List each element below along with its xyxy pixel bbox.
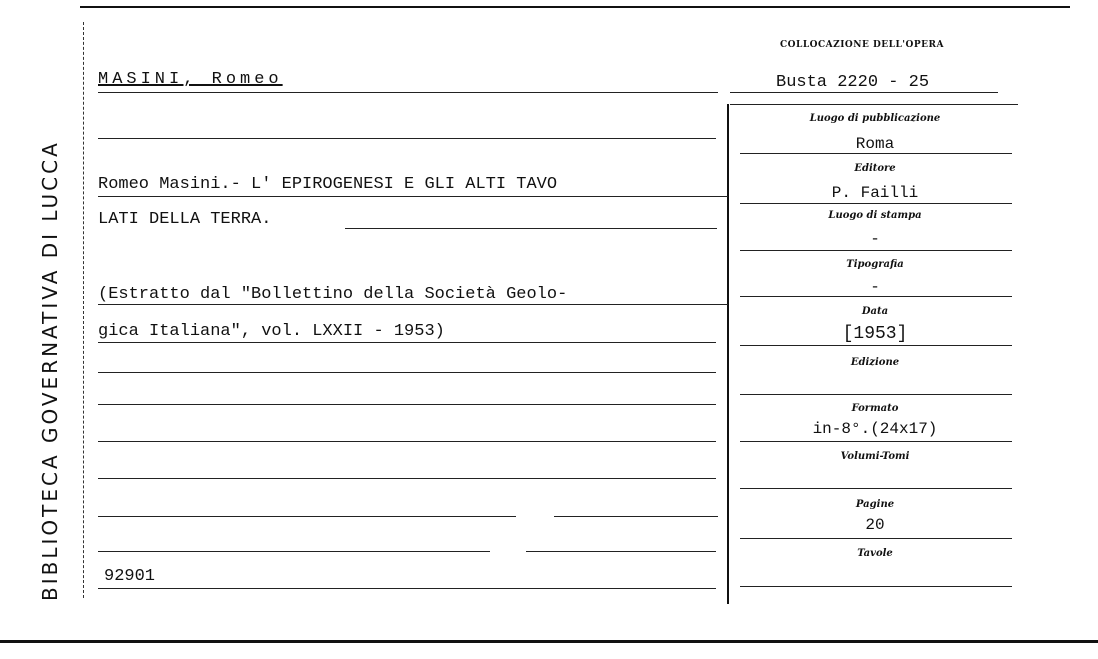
field-value-tipografia: - bbox=[870, 278, 880, 296]
field-line bbox=[740, 296, 1012, 297]
field-line bbox=[740, 441, 1012, 442]
field-label-volumi-tomi: Volumi-Tomi bbox=[840, 451, 910, 462]
collocazione-label: COLLOCAZIONE DELL'OPERA bbox=[780, 40, 944, 50]
field-value-data: [1953] bbox=[842, 324, 908, 344]
library-stamp: BIBLIOTECA GOVERNATIVA DI LUCCA bbox=[38, 140, 62, 601]
field-value-editore: P. Failli bbox=[831, 184, 919, 202]
body-line bbox=[98, 441, 716, 442]
field-line bbox=[740, 538, 1012, 539]
top-border bbox=[80, 6, 1070, 8]
field-line bbox=[740, 488, 1012, 489]
inventory-line bbox=[98, 588, 716, 589]
author-name: MASINI, Romeo bbox=[98, 70, 283, 89]
note-line-2: gica Italiana", vol. LXXII - 1953) bbox=[98, 322, 445, 341]
author-line bbox=[98, 92, 718, 93]
field-value-luogo-pubblicazione: Roma bbox=[855, 135, 895, 153]
body-line bbox=[98, 404, 716, 405]
title-line-2: LATI DELLA TERRA. bbox=[98, 210, 272, 229]
body-line bbox=[98, 304, 728, 305]
body-line bbox=[98, 196, 728, 197]
note-line-1: (Estratto dal "Bollettino della Società Geolo- bbox=[98, 285, 568, 304]
field-line bbox=[740, 394, 1012, 395]
field-line bbox=[740, 345, 1012, 346]
body-line bbox=[98, 372, 716, 373]
field-label-tipografia: Tipografia bbox=[846, 259, 904, 270]
fields-divider bbox=[727, 104, 729, 604]
bottom-border bbox=[0, 640, 1098, 643]
title-line-1: Romeo Masini.- L' EPIROGENESI E GLI ALTI TAVO bbox=[98, 175, 558, 194]
field-label-edizione: Edizione bbox=[850, 357, 900, 368]
body-line bbox=[345, 228, 717, 229]
field-value-formato: in-8°.(24x17) bbox=[812, 420, 938, 438]
body-line bbox=[98, 478, 716, 479]
body-line bbox=[526, 551, 716, 552]
field-label-luogo-stampa: Luogo di stampa bbox=[828, 210, 922, 221]
left-margin-line bbox=[83, 22, 84, 598]
field-label-tavole: Tavole bbox=[857, 548, 893, 559]
field-value-luogo-stampa: - bbox=[870, 230, 880, 248]
body-line bbox=[98, 551, 490, 552]
field-label-formato: Formato bbox=[851, 403, 899, 414]
field-label-editore: Editore bbox=[854, 163, 896, 174]
body-line bbox=[98, 516, 516, 517]
body-line bbox=[98, 138, 716, 139]
field-line bbox=[740, 250, 1012, 251]
field-line bbox=[740, 153, 1012, 154]
field-label-data: Data bbox=[861, 306, 889, 317]
field-value-pagine: 20 bbox=[865, 516, 885, 534]
field-label-luogo-pubblicazione: Luogo di pubblicazione bbox=[809, 113, 941, 124]
body-line bbox=[554, 516, 718, 517]
field-line bbox=[740, 203, 1012, 204]
body-line bbox=[98, 342, 716, 343]
field-line bbox=[740, 586, 1012, 587]
fields-top-line bbox=[730, 104, 1018, 105]
inventory-number: 92901 bbox=[104, 567, 156, 586]
collocazione-value: Busta 2220 - 25 bbox=[776, 73, 930, 92]
field-label-pagine: Pagine bbox=[855, 499, 895, 510]
collocazione-line bbox=[730, 92, 998, 93]
